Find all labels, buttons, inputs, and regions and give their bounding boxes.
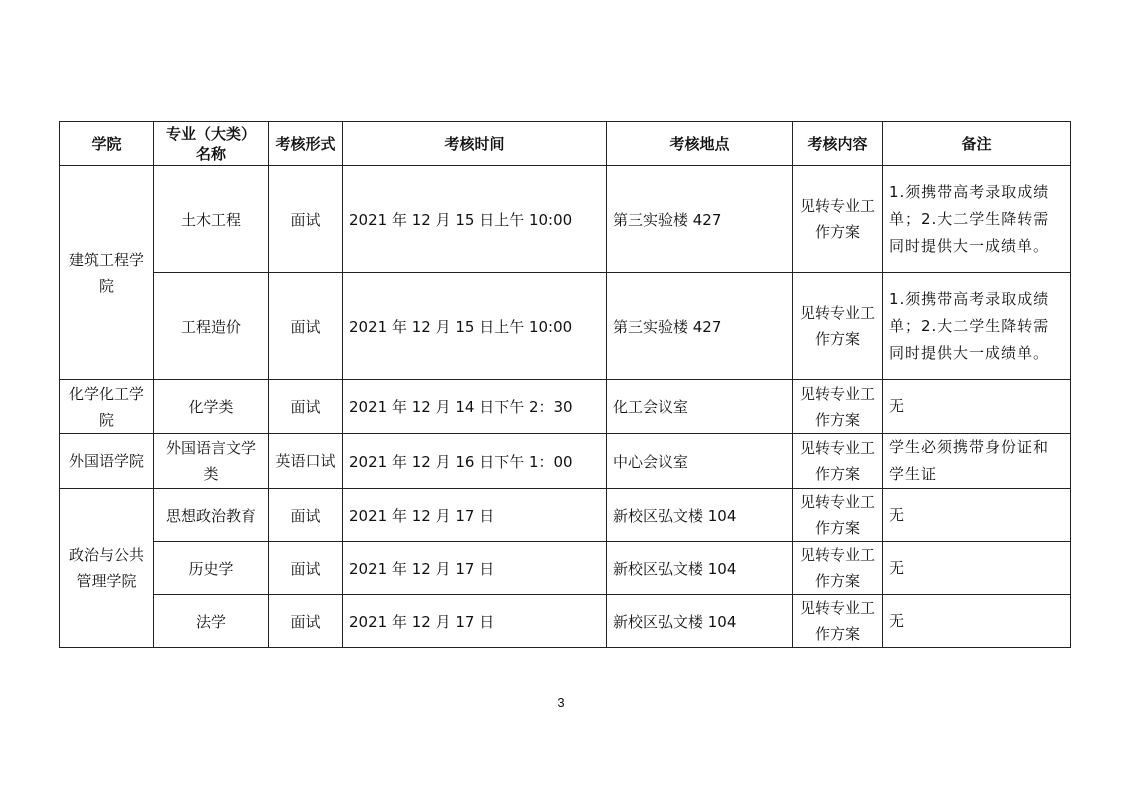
form-cell: 面试 <box>269 380 343 434</box>
major-cell: 化学类 <box>154 380 269 434</box>
table-row <box>60 542 1071 595</box>
header-major: 专业（大类）名称 <box>154 122 269 166</box>
major-cell: 外国语言文学类 <box>154 434 269 489</box>
place-cell: 新校区弘文楼 104 <box>607 595 793 648</box>
header-row <box>60 122 1071 166</box>
place-cell: 第三实验楼 427 <box>607 166 793 273</box>
content-cell: 见转专业工作方案 <box>793 166 883 273</box>
table-row <box>60 489 1071 542</box>
form-cell: 面试 <box>269 489 343 542</box>
form-cell: 面试 <box>269 542 343 595</box>
content-cell: 见转专业工作方案 <box>793 595 883 648</box>
form-cell: 面试 <box>269 166 343 273</box>
table-row <box>60 595 1071 648</box>
table-row <box>60 380 1071 434</box>
dept-cell: 建筑工程学院 <box>60 166 154 380</box>
time-cell: 2021 年 12 月 17 日 <box>343 489 607 542</box>
form-cell: 面试 <box>269 273 343 380</box>
time-cell: 2021 年 12 月 15 日上午 10:00 <box>343 273 607 380</box>
place-cell: 化工会议室 <box>607 380 793 434</box>
dept-cell: 化学化工学院 <box>60 380 154 434</box>
content-cell: 见转专业工作方案 <box>793 380 883 434</box>
header-exam-content: 考核内容 <box>793 122 883 166</box>
note-cell: 1.须携带高考录取成绩单；2.大二学生降转需同时提供大一成绩单。 <box>883 273 1071 380</box>
time-cell: 2021 年 12 月 14 日下午 2：30 <box>343 380 607 434</box>
table-row <box>60 434 1071 489</box>
major-cell: 思想政治教育 <box>154 489 269 542</box>
header-exam-time: 考核时间 <box>343 122 607 166</box>
note-cell: 无 <box>883 380 1071 434</box>
dept-cell: 外国语学院 <box>60 434 154 489</box>
place-cell: 中心会议室 <box>607 434 793 489</box>
content-cell: 见转专业工作方案 <box>793 489 883 542</box>
header-exam-place: 考核地点 <box>607 122 793 166</box>
note-cell: 无 <box>883 595 1071 648</box>
time-cell: 2021 年 12 月 17 日 <box>343 595 607 648</box>
time-cell: 2021 年 12 月 16 日下午 1：00 <box>343 434 607 489</box>
header-exam-form: 考核形式 <box>269 122 343 166</box>
place-cell: 新校区弘文楼 104 <box>607 542 793 595</box>
note-cell: 无 <box>883 542 1071 595</box>
major-cell: 土木工程 <box>154 166 269 273</box>
time-cell: 2021 年 12 月 17 日 <box>343 542 607 595</box>
content-cell: 见转专业工作方案 <box>793 434 883 489</box>
major-cell: 法学 <box>154 595 269 648</box>
header-college: 学院 <box>60 122 154 166</box>
page-number: 3 <box>557 695 565 710</box>
note-cell: 1.须携带高考录取成绩单；2.大二学生降转需同时提供大一成绩单。 <box>883 166 1071 273</box>
form-cell: 英语口试 <box>269 434 343 489</box>
transfer-exam-schedule-table <box>59 121 1071 648</box>
content-cell: 见转专业工作方案 <box>793 542 883 595</box>
time-cell: 2021 年 12 月 15 日上午 10:00 <box>343 166 607 273</box>
note-cell: 学生必须携带身份证和学生证 <box>883 434 1071 489</box>
major-cell: 历史学 <box>154 542 269 595</box>
header-notes: 备注 <box>883 122 1071 166</box>
place-cell: 新校区弘文楼 104 <box>607 489 793 542</box>
place-cell: 第三实验楼 427 <box>607 273 793 380</box>
note-cell: 无 <box>883 489 1071 542</box>
dept-cell: 政治与公共管理学院 <box>60 489 154 648</box>
major-cell: 工程造价 <box>154 273 269 380</box>
table-row <box>60 273 1071 380</box>
table-row <box>60 166 1071 273</box>
content-cell: 见转专业工作方案 <box>793 273 883 380</box>
form-cell: 面试 <box>269 595 343 648</box>
